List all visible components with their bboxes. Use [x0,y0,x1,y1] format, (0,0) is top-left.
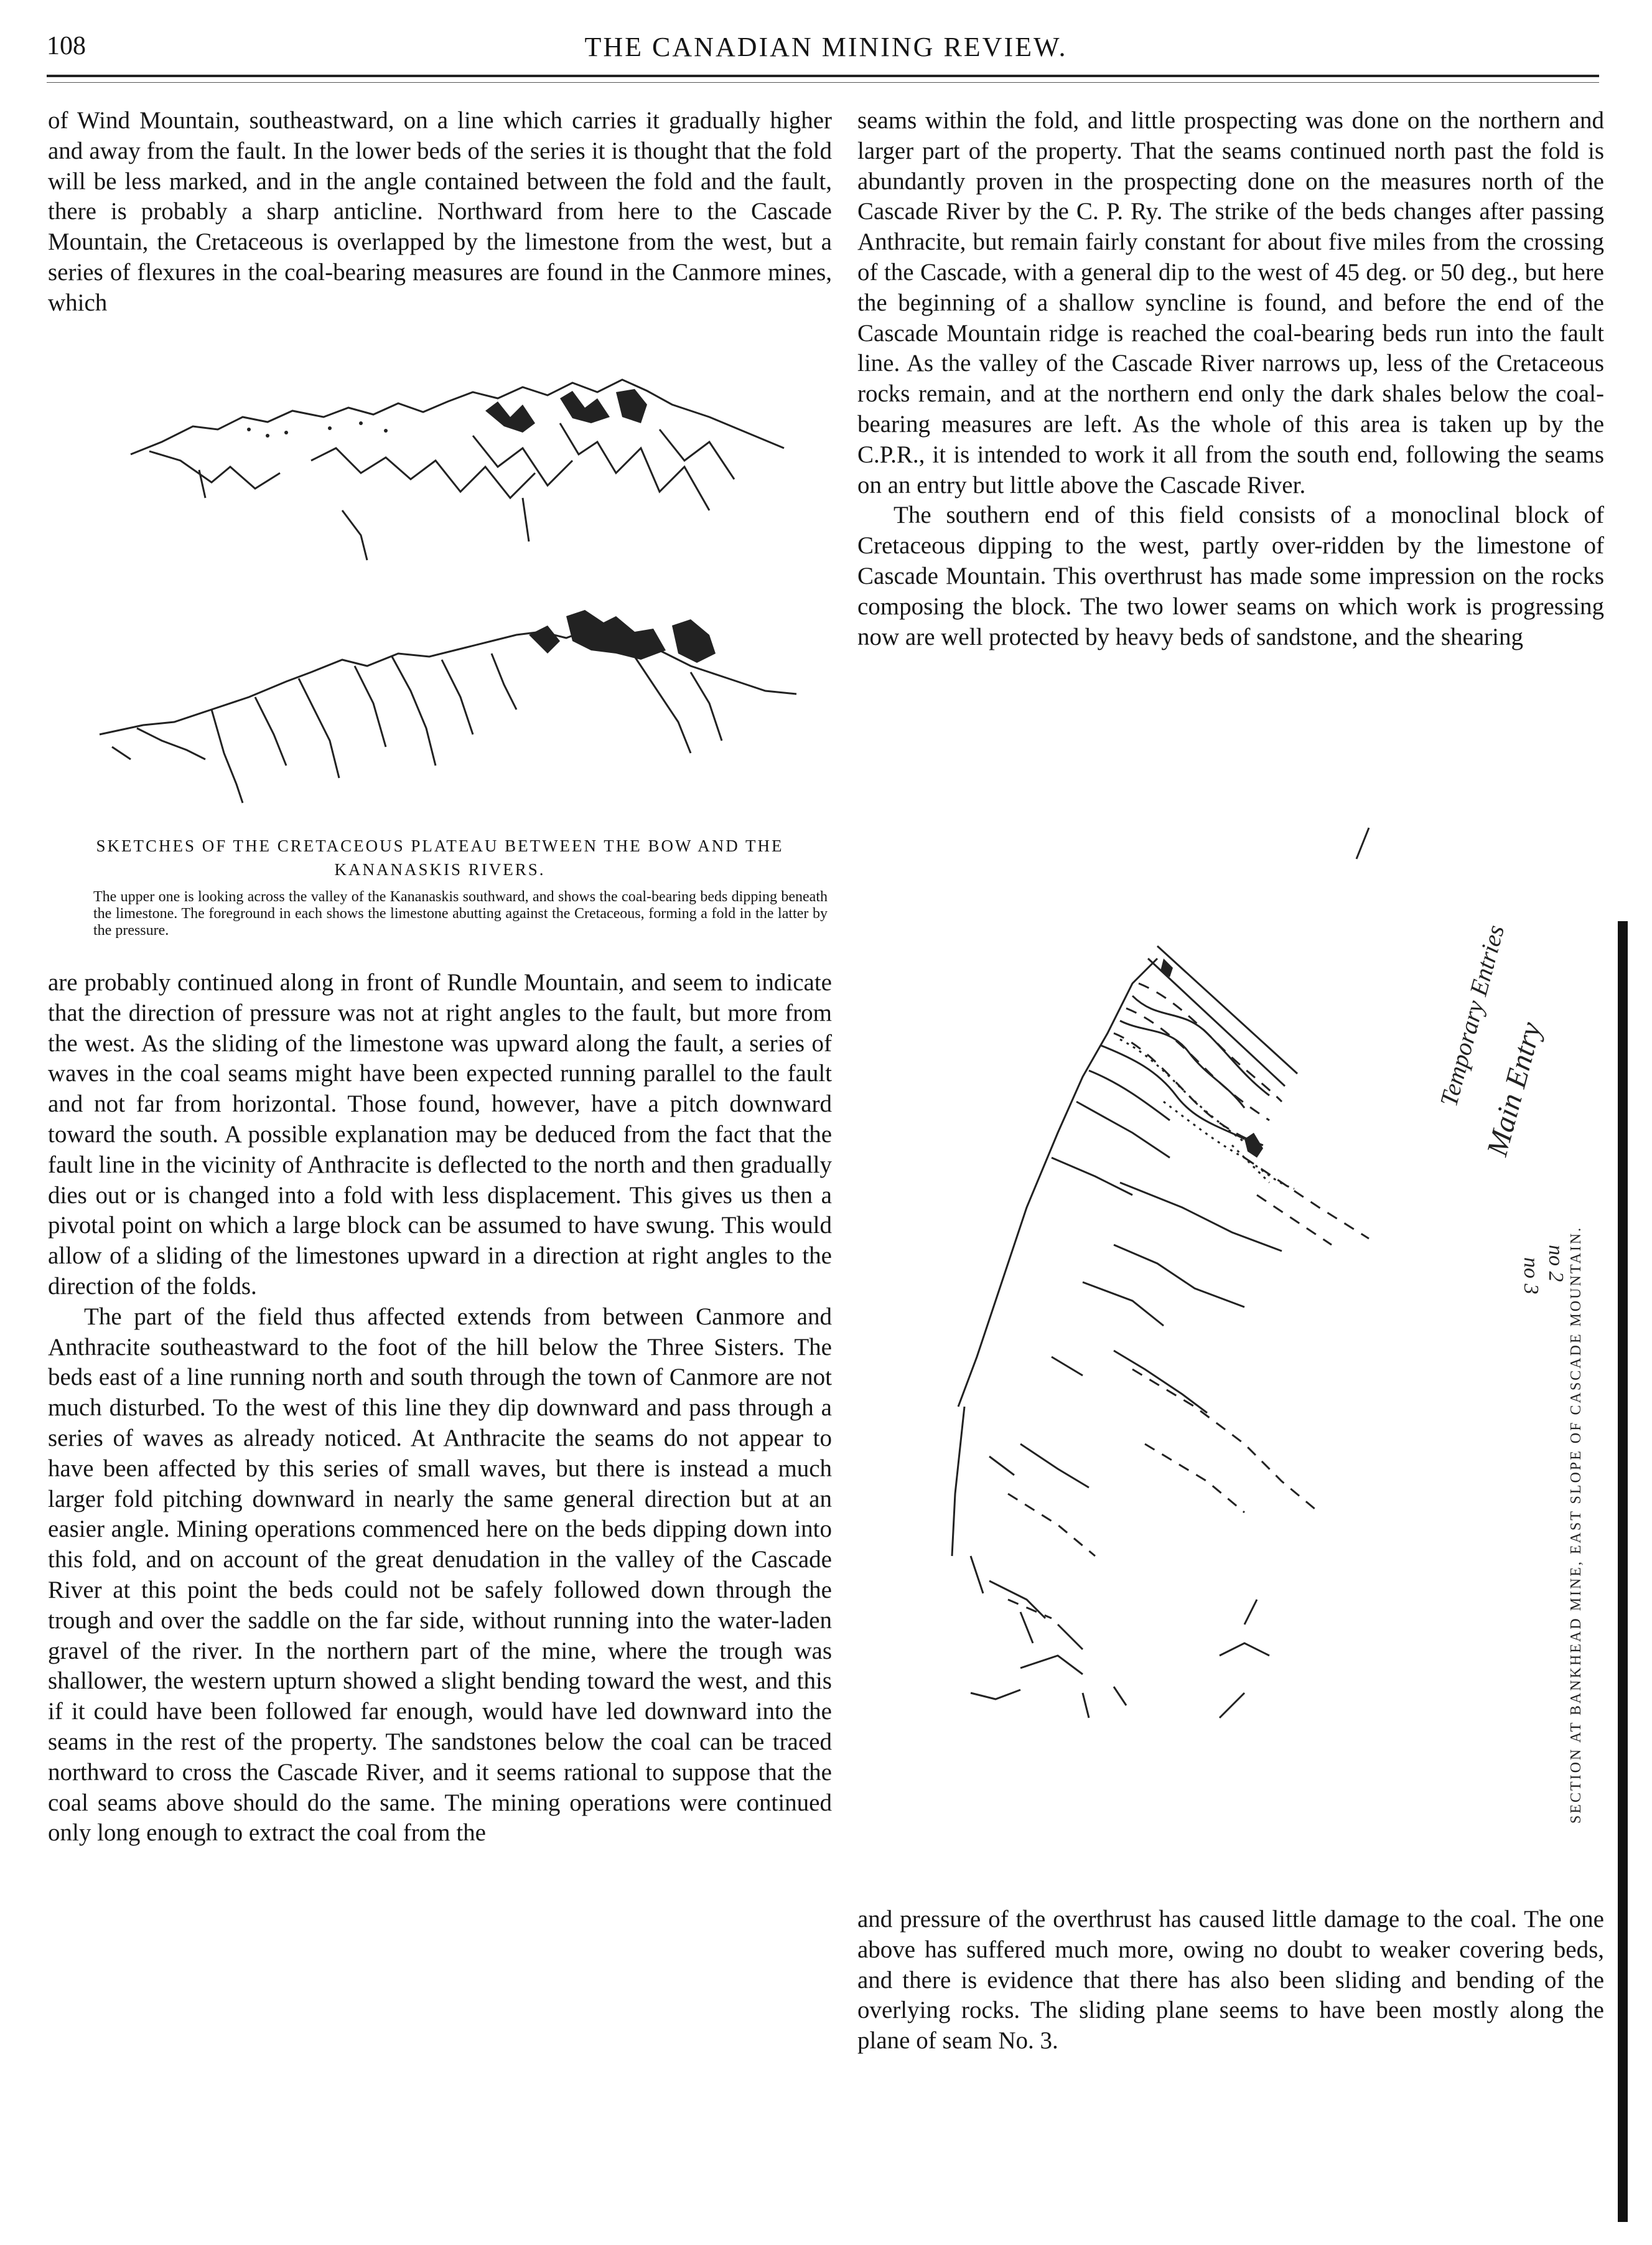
sketch-lower-mountains [93,616,803,809]
paragraph: are probably continued along in front of Rundle Mountain, and seem to indicate that the direction of pressure was not at right angles to the fault, but more from the west. As the sliding of the limestone was upward along the fault, a series of waves in the coal seams might have been expected running parallel to the fault and not far from horizontal. Those found, however, have a pitch downward toward the south. A possible explanation may be deduced from the fact that the fault line in the vicinity of Anthracite is deflected to the north and then gradually dies out or is changed into a fold with less displacement. This gives us then a pivotal point on which a large block can be assumed to have swung. This would allow of a sliding of the limestones upward in a direction at right angles to the direction of the folds. [48,969,832,1300]
label-main-entry: Main Entry [1480,1018,1548,1160]
header-rule-thin [47,82,1599,83]
figure-caption-text: The upper one is looking across the valley of the Kananaskis southward, and shows the coal-bearing beds dipping beneath the limestone. The foreground in each shows the limestone abutting against the Cretaceous, forming a fold in the latter by the pressure. [93,889,828,939]
paragraph: The southern end of this field consists of a monoclinal block of Cretaceous dipping to the west, partly over-ridden by the limestone of Cascade Mountain. This overthrust has made some impression on the rocks composing the block. The two lower seams on which work is progressing now are well protected by heavy beds of sandstone, and the shearing [857,502,1604,650]
paragraph: and pressure of the overthrust has caused little damage to the coal. The one above has suffered much more, owing no doubt to weaker covering beds, and there is evidence that there has also been sliding and bending of the overlying rocks. The sliding plane seems to have been mostly along the plane of seam No. 3. [857,1906,1604,2055]
paragraph: seams within the fold, and little prospecting was done on the northern and larger part of the property. That the seams continued north past the fold is abundantly proven in the prospecting done on the measures north of the Cascade River by the C. P. Ry. The strike of the beds changes after passing Anthracite, but remain fairly constant for about five miles from the crossing of the Cascade, with a general dip to the west of 45 deg. or 50 deg., but here the beginning of a shallow syncline is found, and before the end of the Cascade Mountain ridge is reached the coal-bearing beds run into the fault line. As the valley of the Cascade River narrows up, less of the Cretaceous rocks remain, and at the northern end only the dark shales below the coal-bearing measures are left. As the whole of this area is taken up by the C.P.R., it is intended to work it all from the south end, following the seams on an entry but little above the Cascade River. [857,107,1604,499]
left-column-top [48,106,832,319]
left-column-bottom [48,968,832,1849]
header-rule [47,75,1599,77]
right-column-bottom [857,1905,1604,2056]
side-caption-text: SECTION AT BANKHEAD MINE, EAST SLOPE OF CASCADE MOUNTAIN. [1568,1226,1584,1824]
page-number: 108 [47,32,86,60]
page-header [47,31,1605,68]
paragraph: The part of the field thus affected extends from between Canmore and Anthracite southeastward to the foot of the hill below the Three Sisters. The beds east of a line running north and south through the town of Canmore are not much disturbed. To the west of this line they dip downward and pass through a series of waves as already noticed. At Anthracite the seams do not appear to have been affected by this series of small waves, but there is instead a much larger fold pitching downward in nearly the same general direction but at an easier angle. Mining operations commenced here on the beds dipping down into this fold, and on account of the great denudation in the valley of the Cascade River at this point the beds could not be safely followed down through the trough and over the saddle on the far side, without running into the water-laden gravel of the river. In the northern part of the mine, where the trough was shallower, the western upturn showed a slight bending toward the west, and this if it could have been followed far enough, would have led downward into the seams in the rest of the property. The sandstones below the coal can be traced northward to cross the Cascade River, and it seems rational to suppose that the coal seams above should do the same. The mining operations were continued only long enough to extract the coal from the [48,1303,832,1847]
right-column-top [857,106,1604,652]
side-caption [1562,871,1599,1830]
running-title: THE CANADIAN MINING REVIEW. [584,32,1068,62]
label-no2: no 2 [1544,1245,1567,1282]
right-edge-bar [1618,921,1628,2222]
sketch-upper-mountains [124,373,796,579]
bankhead-section-diagram [896,809,1605,1898]
label-temporary-entries: Temporary Entries [1434,922,1510,1110]
label-no3: no 3 [1519,1257,1542,1295]
paragraph: of Wind Mountain, southeastward, on a line which carries it gradually higher and away from the fault. In the lower beds of the series it is thought that the fold will be less marked, and in the angle contained between the fold and the fault, there is probably a sharp anticline. Northward from here to the Cascade Mountain, the Cretaceous is overlapped by the limestone from the west, but a series of flexures in the coal-bearing measures are found in the Canmore mines, which [48,107,832,316]
figure-caption-title: SKETCHES OF THE CRETACEOUS PLATEAU BETWEEN THE BOW AND THE KANANASKIS RIVERS. [96,837,784,879]
